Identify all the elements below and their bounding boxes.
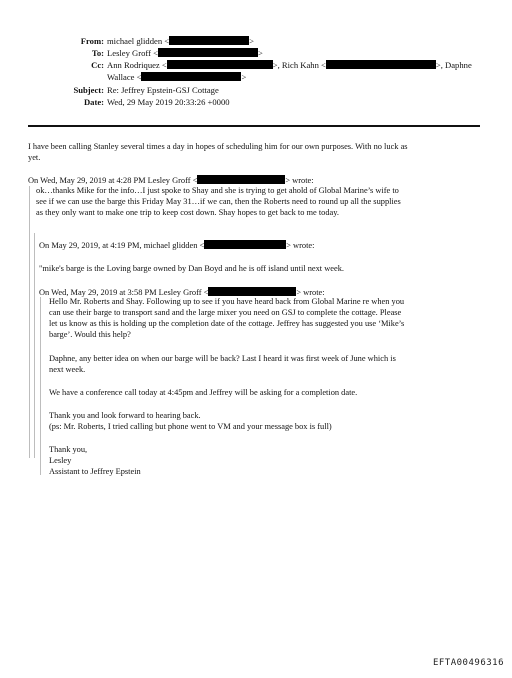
subject-value: Re: Jeffrey Epstein-GSJ Cottage <box>107 85 219 95</box>
redaction-block <box>197 175 285 184</box>
quote-line: Thank you and look forward to hearing back. <box>49 411 201 420</box>
signoff-line: Thank you, <box>49 445 88 454</box>
close-bracket: > <box>249 36 254 46</box>
cc-name-2: >, Rich Kahn < <box>272 60 326 70</box>
quote-line: can use their barge to transport sand and the large mixer you need on GSJ to complete the cottage. Please <box>49 308 402 317</box>
quote-line: see if we can use the barge this Friday May 31…if we can, then the Roberts need to round up all the supplies <box>36 197 401 206</box>
date-value: Wed, 29 May 2019 20:33:26 +0000 <box>107 97 230 107</box>
cc-value-line2 <box>107 72 246 83</box>
header-divider <box>28 125 480 127</box>
quote-line: ok…thanks Mike for the info…I just spoke to Shay and she is trying to get ahold of Global Marine’s wife to <box>36 186 399 195</box>
cc-name-1: Ann Rodriquez < <box>107 60 167 70</box>
from-label: From: <box>80 36 104 46</box>
cc-value-line1 <box>107 60 472 71</box>
quote-line: Hello Mr. Roberts and Shay. Following up to see if you have heard back from Global Marine re when you <box>49 297 405 306</box>
redaction-block <box>204 240 286 249</box>
quote-bar-level-1 <box>29 186 30 458</box>
redaction-block <box>326 60 436 69</box>
quote-header-wrote: > wrote: <box>285 176 314 185</box>
quote-line: "mike's barge is the Loving barge owned by Dan Boyd and he is off island until next week. <box>39 264 344 273</box>
cc-name-4: Wallace < <box>107 72 142 82</box>
quote-header-text: On Wed, May 29, 2019 at 4:28 PM Lesley Groff < <box>28 176 198 185</box>
quote-header-wrote: > wrote: <box>296 288 325 297</box>
close-bracket: > <box>257 48 263 58</box>
quote-bar-level-2 <box>34 233 35 458</box>
cc-name-3: >, Daphne <box>435 60 472 70</box>
redaction-block <box>167 60 273 69</box>
close-bracket: > <box>241 72 247 82</box>
quote-line: let us know as this is holding up the completion date of the cottage. Jeffrey has suggested you use ‘Mike’s <box>49 319 405 328</box>
quote-bar-level-3 <box>40 297 41 475</box>
quote-line: barge’. Would this help? <box>49 330 131 339</box>
document-id: EFTA00496316 <box>432 658 504 668</box>
quote-header-text: On Wed, May 29, 2019 at 3:58 PM Lesley Groff < <box>39 288 209 297</box>
quote-header-text: On May 29, 2019, at 4:19 PM, michael glidden < <box>39 241 205 250</box>
from-name: michael glidden < <box>107 36 170 46</box>
signoff-line: Lesley <box>49 456 72 465</box>
redaction-block <box>158 48 258 57</box>
quote-line: (ps: Mr. Roberts, I tried calling but phone went to VM and your message box is full) <box>49 422 332 431</box>
redaction-block <box>169 36 249 45</box>
body-line: yet. <box>28 153 41 162</box>
quote-header-wrote: > wrote: <box>286 241 315 250</box>
quote-header-2 <box>39 240 314 252</box>
body-line: I have been calling Stanley several times a day in hopes of scheduling him for our own purposes. With no luck as <box>28 142 408 151</box>
redaction-block <box>141 72 241 81</box>
to-name: Lesley Groff < <box>107 48 158 58</box>
date-label: Date: <box>83 97 104 107</box>
signoff-line: Assistant to Jeffrey Epstein <box>49 467 141 476</box>
cc-label: Cc: <box>91 60 104 70</box>
to-value <box>107 48 263 59</box>
from-value <box>107 36 254 47</box>
quote-line: We have a conference call today at 4:45pm and Jeffrey will be asking for a completion date. <box>49 388 358 397</box>
redaction-block <box>208 287 296 296</box>
quote-line: Daphne, any better idea on when our barge will be back? Last I heard it was first week of June which is <box>49 354 396 363</box>
subject-label: Subject: <box>73 85 104 95</box>
quote-line: as they only want to make one trip to keep cost down. Shay hopes to get back to me today. <box>36 208 339 217</box>
to-label: To: <box>91 48 104 58</box>
quote-line: next week. <box>49 365 86 374</box>
